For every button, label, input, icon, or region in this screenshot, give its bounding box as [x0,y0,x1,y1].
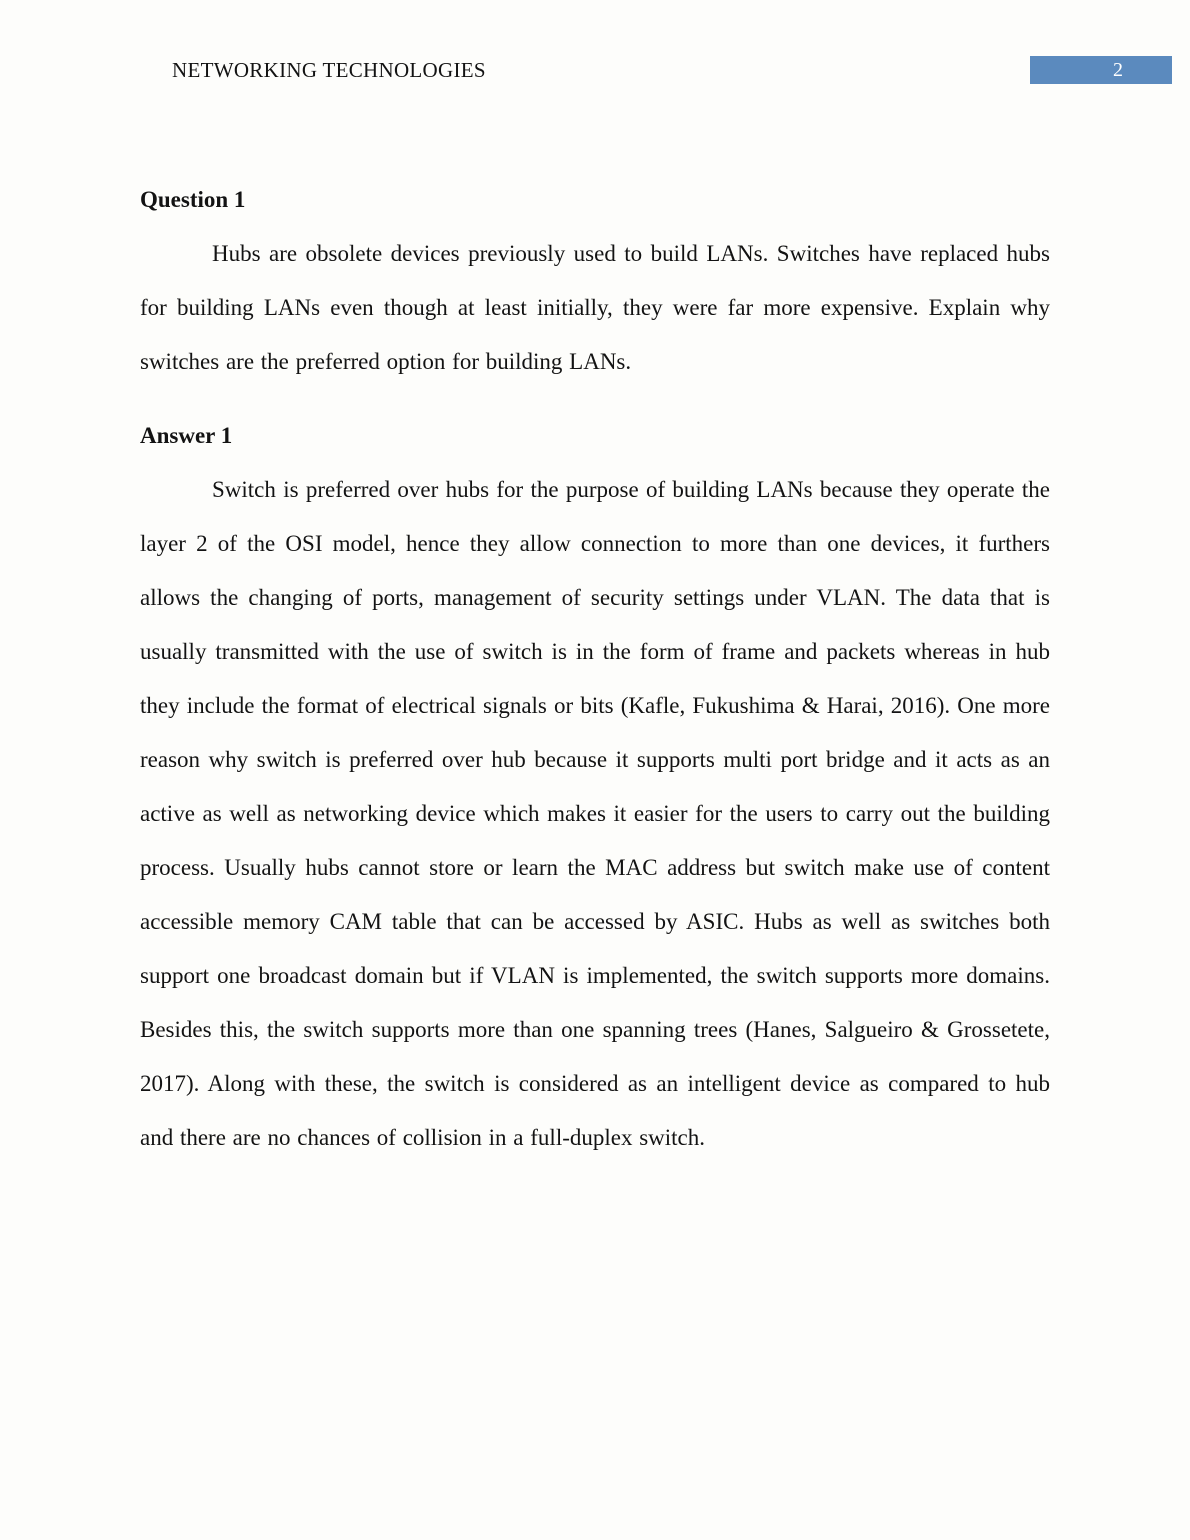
question-heading: Question 1 [140,187,246,212]
page-number-badge [1030,56,1172,84]
page-header [172,56,1172,84]
question-paragraph: Hubs are obsolete devices previously used to build LANs. Switches have replaced hubs for building LANs even though at least initially, they were far more expensive. Explain why switches are the preferred option for building LANs. [140,241,1050,374]
answer-paragraph: Switch is preferred over hubs for the purpose of building LANs because they operate the layer 2 of the OSI model, hence they allow connection to more than one devices, it furthers allows the changing of ports, management of security settings under VLAN. The data that is usually transmitted with the use of switch is in the form of frame and packets whereas in hub they include the format of electrical signals or bits (Kafle, Fukushima & Harai, 2016). One more reason why switch is preferred over hub because it supports multi port bridge and it acts as an active as well as networking device which makes it easier for the users to carry out the building process. Usually hubs cannot store or learn the MAC address but switch make use of content accessible memory CAM table that can be accessed by ASIC. Hubs as well as switches both support one broadcast domain but if VLAN is implemented, the switch supports more domains. Besides this, the switch supports more than one spanning trees (Hanes, Salgueiro & Grossetete, 2017). Along with these, the switch is considered as an intelligent device as compared to hub and there are no chances of collision in a full-duplex switch. [140,477,1050,1150]
running-head: NETWORKING TECHNOLOGIES [172,58,486,82]
document-body [140,173,1050,1165]
answer-heading: Answer 1 [140,423,233,448]
page-number: 2 [1113,58,1123,81]
